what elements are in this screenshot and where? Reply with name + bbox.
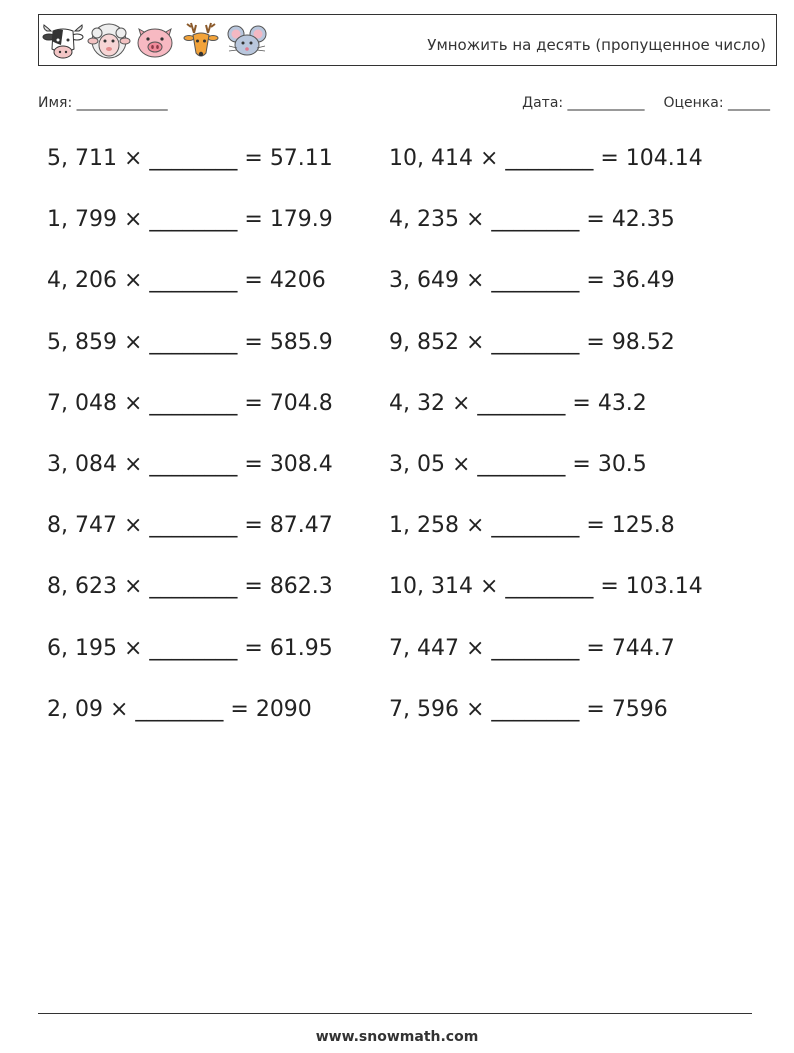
score-field: Оценка: ______ [663, 95, 770, 111]
sheep-icon [87, 19, 131, 63]
problem: 10, 314 × ________ = 103.14 [389, 574, 703, 600]
pig-icon [133, 19, 177, 63]
problem: 3, 05 × ________ = 30.5 [389, 451, 647, 477]
problem: 1, 799 × ________ = 179.9 [47, 207, 333, 233]
deer-icon [179, 19, 223, 63]
problem: 1, 258 × ________ = 125.8 [389, 513, 675, 539]
date-field: Дата: ___________ [522, 95, 645, 111]
problem: 6, 195 × ________ = 61.95 [47, 635, 333, 661]
animal-icons [41, 19, 269, 63]
problem: 3, 649 × ________ = 36.49 [389, 268, 675, 294]
problem-row [47, 630, 767, 691]
problem-row [47, 385, 767, 446]
problem: 7, 048 × ________ = 704.8 [47, 390, 333, 416]
problem: 8, 747 × ________ = 87.47 [47, 513, 333, 539]
problem: 3, 084 × ________ = 308.4 [47, 451, 333, 477]
problem-row [47, 324, 767, 385]
problem: 5, 859 × ________ = 585.9 [47, 329, 333, 355]
problem-row [47, 691, 767, 752]
problem: 8, 623 × ________ = 862.3 [47, 574, 333, 600]
problem-row [47, 446, 767, 507]
problem: 10, 414 × ________ = 104.14 [389, 146, 703, 171]
problem: 2, 09 × ________ = 2090 [47, 696, 312, 722]
mouse-icon [225, 19, 269, 63]
name-field: Имя: _____________ [38, 95, 168, 111]
footer-divider [38, 1013, 752, 1014]
footer-url: www.snowmath.com [315, 1029, 479, 1045]
date-score-fields [522, 95, 770, 111]
problem-list [47, 140, 767, 752]
problem: 4, 235 × ________ = 42.35 [389, 207, 675, 233]
cow-icon [41, 19, 85, 63]
problem: 9, 852 × ________ = 98.52 [389, 329, 675, 355]
problem-row [47, 140, 767, 201]
problem: 7, 596 × ________ = 7596 [389, 696, 668, 722]
problem: 4, 206 × ________ = 4206 [47, 268, 326, 294]
problem: 7, 447 × ________ = 744.7 [389, 635, 675, 661]
worksheet-header [38, 14, 777, 66]
problem-row [47, 507, 767, 568]
problem: 4, 32 × ________ = 43.2 [389, 390, 647, 416]
problem-row [47, 262, 767, 323]
problem-row [47, 568, 767, 629]
problem: 5, 711 × ________ = 57.11 [47, 146, 333, 171]
problem-row [47, 201, 767, 262]
worksheet-title: Умножить на десять (пропущенное число) [427, 36, 766, 54]
